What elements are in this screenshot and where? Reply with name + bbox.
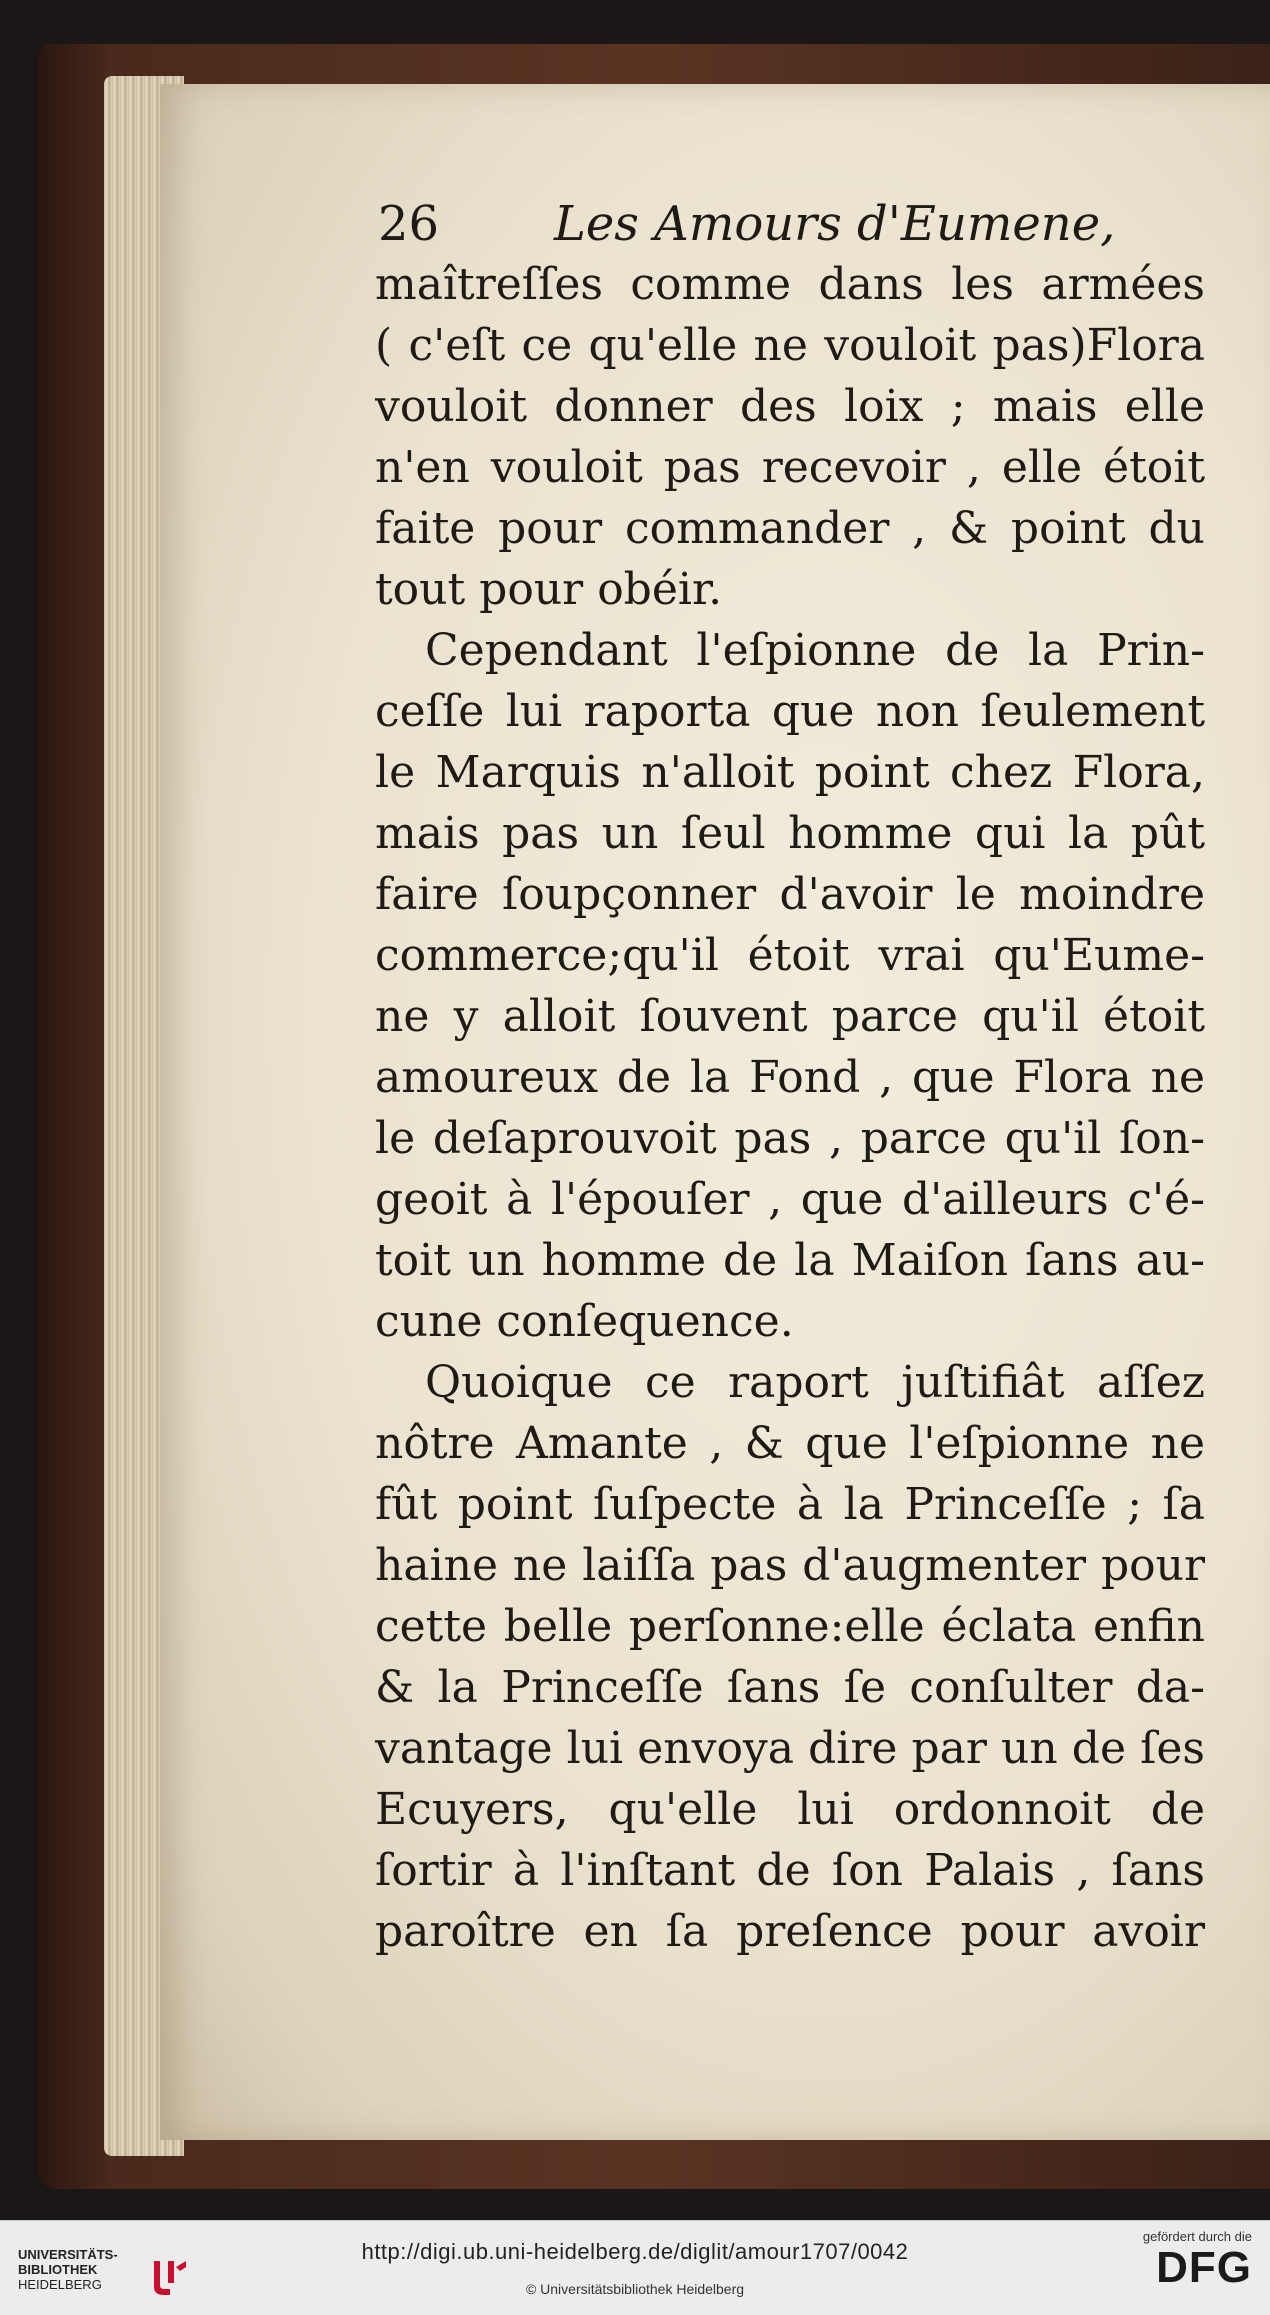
funder-caption: gefördert durch die (1142, 2229, 1252, 2244)
text-line: tout pour obéir. (375, 564, 723, 615)
library-line-1: UNIVERSITÄTS- (18, 2247, 118, 2262)
text-line: Ecuyers, qu'elle lui ordonnoit de (375, 1784, 1205, 1835)
text-line: vantage lui envoya dire par un de ſes (375, 1723, 1205, 1774)
text-line: cune conſequence. (375, 1296, 794, 1347)
text-line: le Marquis n'alloit point chez Flora, (375, 747, 1205, 798)
text-line: toit un homme de la Maiſon ſans au- (375, 1235, 1205, 1286)
text-line: n'en vouloit pas recevoir , elle étoit (375, 442, 1205, 493)
text-line: fût point ſuſpecte à la Princeſſe ; ſa (375, 1479, 1205, 1530)
text-line: ceſſe lui raporta que non ſeulement (375, 686, 1205, 737)
text-line: haine ne laiſſa pas d'augmenter pour (375, 1540, 1205, 1591)
text-line: ne y alloit ſouvent parce qu'il étoit (375, 991, 1205, 1042)
text-line: amoureux de la Fond , que Flora ne (375, 1052, 1205, 1103)
library-line-3: HEIDELBERG (18, 2277, 102, 2292)
text-line: faite pour commander , & point du (375, 503, 1205, 554)
running-title: Les Amours d'Eumene, (554, 196, 1116, 252)
page-header (378, 196, 1138, 260)
text-line: nôtre Amante , & que l'eſpionne ne (375, 1418, 1205, 1469)
permalink-url[interactable]: http://digi.ub.uni-heidelberg.de/diglit/amour1707/0042 (361, 2239, 909, 2264)
copyright-notice: © Universitätsbibliothek Heidelberg (525, 2281, 745, 2297)
text-line: faire ſoupçonner d'avoir le moindre (375, 869, 1205, 920)
text-line: maîtreſſes comme dans les armées (375, 259, 1205, 310)
dfg-logo: DFG (1156, 2243, 1252, 2292)
text-line: vouloit donner des loix ; mais elle (375, 381, 1205, 432)
text-line: Quoique ce raport juſtifiât aſſez (425, 1357, 1205, 1408)
viewer-footer (0, 2220, 1270, 2315)
text-line: geoit à l'épouſer , que d'ailleurs c'é- (375, 1174, 1205, 1225)
page-number: 26 (378, 196, 440, 252)
text-line: ſortir à l'inſtant de ſon Palais , ſans (375, 1845, 1205, 1896)
text-line: commerce;qu'il étoit vrai qu'Eume- (375, 930, 1205, 981)
text-line: & la Princeſſe ſans ſe conſulter da- (375, 1662, 1205, 1713)
text-body (375, 254, 1205, 1962)
text-line: paroître en ſa preſence pour avoir (375, 1906, 1205, 1957)
text-line: ( c'eſt ce qu'elle ne vouloit pas)Flora (375, 320, 1205, 371)
text-line: mais pas un ſeul homme qui la pût (375, 808, 1205, 859)
funder-block[interactable] (1102, 2229, 1252, 2309)
text-line: Cependant l'eſpionne de la Prin- (425, 625, 1205, 676)
library-line-2: BIBLIOTHEK (18, 2262, 98, 2277)
text-line: le deſaprouvoit pas , parce qu'il ſon- (375, 1113, 1205, 1164)
text-line: cette belle perſonne:elle éclata enfin (375, 1601, 1205, 1652)
